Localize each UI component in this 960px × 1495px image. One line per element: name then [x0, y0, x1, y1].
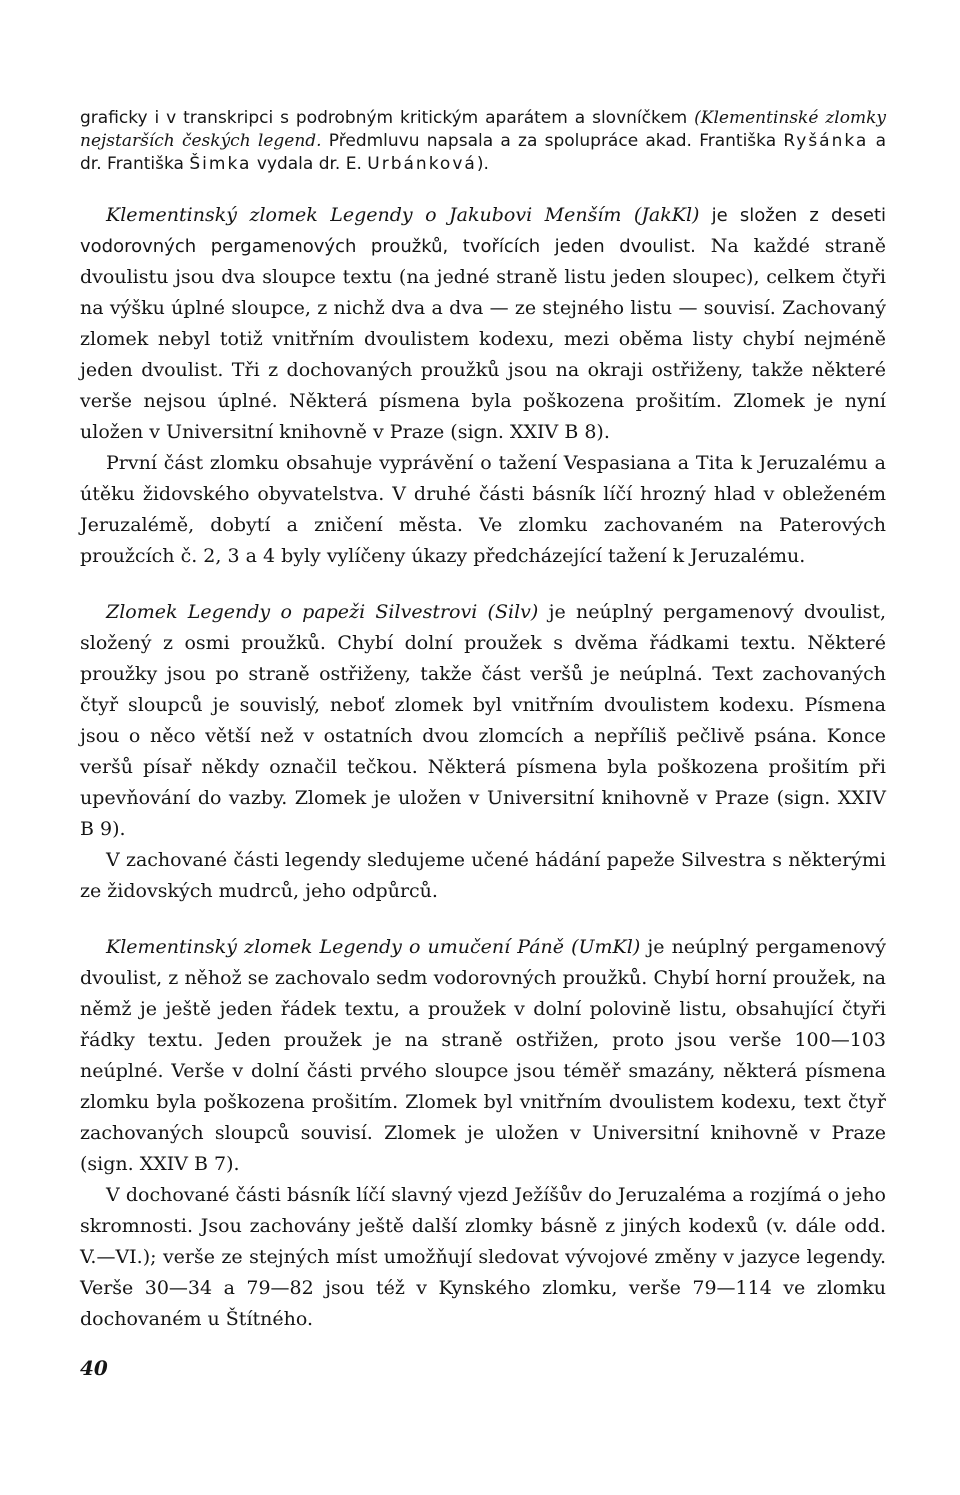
intro-text: a dr. Františka: [80, 131, 886, 174]
jakub-text: Na každé straně dvoulistu jsou dva sloupce textu (na jedné straně listu jeden sloupec), celkem čtyři na výšku úplné sloupce, z nichž dva a dva — ze stejného listu — souvisí. Zachovaný zlomek nebyl totiž vnitřním dvoulistem kodexu, mezi oběma listy chybí nejméně jeden dvoulist. Tři z dochovaných proužků jsou na okraji ostřiženy, takže některé verše nejsou úplné. Některá písmena byla poškozena prošitím. Zlomek je nyní uložen v Universitní knihovně v Praze (sign. XXIV B 8).: [80, 235, 886, 443]
name-urbankova: Urbánková: [367, 154, 477, 174]
page-body: [80, 107, 886, 1360]
silv-paragraph-1: [80, 597, 886, 845]
jakub-lead: je složen z deseti vodorovných pergamenových proužků, tvořících jeden dvoulist.: [80, 205, 886, 257]
umkl-paragraph-1: [80, 932, 886, 1180]
name-rysanek: Ryšánka: [783, 131, 869, 151]
intro-paragraph: [80, 107, 886, 176]
jakub-paragraph-1: [80, 200, 886, 448]
section-umkl: [80, 932, 886, 1335]
intro-book-title: (Klementinské zlomky nejstarších českých legend.: [80, 108, 886, 151]
intro-text: vydala dr. E.: [251, 154, 368, 174]
jakub-paragraph-2: První část zlomku obsahuje vyprávění o tažení Vespasiana a Tita k Jeruzalému a útěku židovského obyvatelstva. V druhé části básník líčí hrozný hlad v obleženém Jeruzalémě, dobytí a zničení města. Ve zlomku zachovaném na Paterových proužcích č. 2, 3 a 4 byly vylíčeny úkazy předcházející tažení k Jeruzalému.: [80, 452, 886, 567]
umkl-paragraph-2: V dochované části básník líčí slavný vjezd Ježíšův do Jeruzaléma a rozjímá o jeho skromnosti. Jsou zachovány ještě další zlomky básně z jiných kodexů (v. dále odd. V.—VI.); verše ze stejných míst umožňují sledovat vývojové změny v jazyce legendy. Verše 30—34 a 79—82 jsou též v Kynského zlomku, verše 79—114 ve zlomku dochovaném u Štítného.: [80, 1184, 886, 1330]
jakub-title: Klementinský zlomek Legendy o Jakubovi Menším (JakKl): [106, 204, 700, 226]
section-jakub: [80, 200, 886, 572]
section-silv: [80, 597, 886, 907]
intro-text: graficky i v transkripci s podrobným kritickým aparátem a slovníčkem: [80, 108, 695, 128]
silv-text: je neúplný pergamenový dvoulist, složený z osmi proužků. Chybí dolní proužek s dvěma řádkami textu. Některé proužky jsou po straně ostřiženy, takže část veršů je neúplná. Text zachovaných čtyř sloupců je souvislý, neboť zlomek byl vnitřním dvoulistem kodexu. Písmena jsou o něco větší než v ostatních dvou zlomcích a nepříliš pečlivě psána. Konce veršů písař někdy označil tečkou. Některá písmena byla poškozena prošitím při upevňování do vazby. Zlomek je uložen v Universitní knihovně v Praze (sign. XXIV B 9).: [80, 601, 886, 840]
umkl-text: je neúplný pergamenový dvoulist, z něhož se zachovalo sedm vodorovných proužků. Chybí horní proužek, na němž je ještě jeden řádek textu, a proužek v dolní polovině listu, obsahující čtyři řádky textu. Jeden proužek je na straně ostřižen, proto jsou verše 100—103 neúplné. Verše v dolní části prvého sloupce jsou téměř smazány, některá písmena zlomku byla poškozena prošitím. Zlomek byl vnitřním dvoulistem kodexu, text čtyř zachovaných sloupců souvisí. Zlomek je uložen v Universitní knihovně v Praze (sign. XXIV B 7).: [80, 936, 886, 1175]
umkl-title: Klementinský zlomek Legendy o umučení Páně (UmKl): [106, 936, 641, 958]
silv-paragraph-2: V zachované části legendy sledujeme učené hádání papeže Silvestra s některými ze židovských mudrců, jeho odpůrců.: [80, 849, 886, 902]
silv-title: Zlomek Legendy o papeži Silvestrovi (Silv): [106, 601, 539, 623]
page-number: 40: [80, 1356, 108, 1380]
name-simek: Šimka: [189, 154, 252, 174]
intro-text: ).: [476, 154, 489, 174]
intro-text: Předmluvu napsala a za spolupráce akad. Františka: [321, 131, 784, 151]
